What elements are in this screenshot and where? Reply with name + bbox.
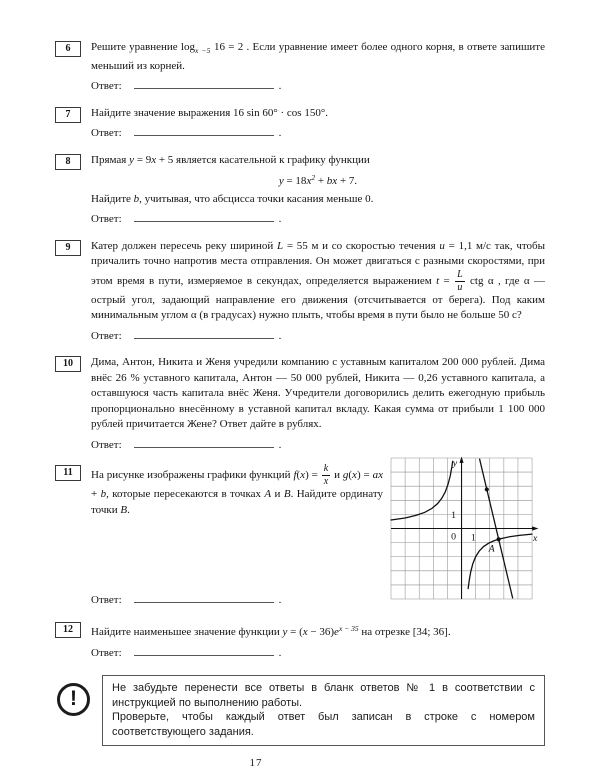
page-number: 17 xyxy=(249,757,263,769)
problem-11-text: На рисунке изображены графики функций f(x) = $\frac{k}{x}$ и g(x) = ax + b, которые пересекаются в точках A и B. Найдите ординату точки B. xyxy=(91,463,383,516)
problem-7-answer-line xyxy=(91,126,545,142)
answer-period: . xyxy=(278,438,282,451)
answer-blank xyxy=(134,646,274,656)
problem-8-text2: Найдите b, учитывая, что абсцисса точки касания меньше 0. xyxy=(91,192,374,205)
exclamation-icon: ! xyxy=(57,683,90,716)
answer-period: . xyxy=(278,127,282,139)
answer-blank xyxy=(134,79,274,89)
problem-9-text: Катер должен пересечь реку шириной L = 55 м и со скоростью течения u = 1,1 м/с так, чтобы причалить точно напротив места отправления. Он может двигаться с разными скоростями, при этом время в пути, измеряемое в секундах, определяется выражением t = $\frac{L}{u}$ ctg α , где α — острый угол, задающий направление его движения (отсчитывается от берега). Под каким минимальным углом α (в градусах) нужно плыть, чтобы время в пути было не больше 50 с? xyxy=(91,239,546,321)
answer-label: Ответ: xyxy=(91,329,122,342)
reminder-note-box xyxy=(102,675,545,746)
point-a-dot xyxy=(497,537,501,541)
y-tick-label: 1 xyxy=(451,510,457,522)
answer-period: . xyxy=(278,80,282,92)
answer-label: Ответ: xyxy=(91,646,122,659)
problem-7 xyxy=(55,106,545,142)
problem-8-formula: $y = 18x^2$ + bx + 7. xyxy=(278,173,358,187)
answer-label: Ответ: xyxy=(91,438,122,451)
problem-10-text: Дима, Антон, Никита и Женя учредили компанию с уставным капиталом 200 000 рублей. Дима внёс 26 % уставного капитала, Антон — 50 000 рублей, Никита — 0,26 уставного капитала, а оставшуюся часть капитала внёс Женя. Учредители договорились делить ежегодную прибыль пропорционально внесённому в уставной капитал вкладу. Какая сумма от прибыли 1 100 000 рублей причитается Жене? Ответ дайте в рублях. xyxy=(91,356,545,430)
answer-period: . xyxy=(278,646,282,659)
answer-period: . xyxy=(278,593,282,606)
x-tick-label: 1 xyxy=(470,532,476,544)
problem-10-answer-line xyxy=(91,438,545,454)
answer-blank xyxy=(134,593,274,603)
answer-label: Ответ: xyxy=(91,213,122,225)
problem-9-number: 9 xyxy=(55,240,81,256)
problem-8-text: Прямая y = 9x + 5 является касательной к графику функции xyxy=(91,153,370,166)
problem-7-text: Найдите значение выражения 16 sin 60° · cos 150°. xyxy=(91,106,328,119)
problem-12 xyxy=(55,621,545,661)
problem-11-answer-line xyxy=(91,593,383,609)
answer-blank xyxy=(134,329,274,339)
problem-6 xyxy=(55,40,545,95)
hyperbola-left-branch xyxy=(391,461,453,520)
axes xyxy=(391,461,534,599)
point-a-label: A xyxy=(488,543,495,555)
reminder-line-1: Не забудьте перенести все ответы в бланк ответов № 1 в соответствии с инструкцией по выполнению работы. xyxy=(112,682,535,709)
problem-8-answer-line xyxy=(91,212,545,228)
answer-label: Ответ: xyxy=(91,80,122,92)
problem-12-text: Найдите наименьшее значение функции $y = (x - 36)e^{x - 35}$ на отрезке [34; 36]. xyxy=(91,624,451,638)
problem-11 xyxy=(55,457,545,610)
answer-label: Ответ: xyxy=(91,593,122,606)
point-b-dot xyxy=(485,487,489,491)
answer-period: . xyxy=(278,213,282,225)
answer-blank xyxy=(134,126,274,136)
x-axis-label: x xyxy=(533,532,538,544)
answer-blank xyxy=(134,438,274,448)
problem-10-number: 10 xyxy=(55,356,81,372)
problem-11-number: 11 xyxy=(55,465,81,481)
problem-9-answer-line xyxy=(91,329,545,345)
problem-8-number: 8 xyxy=(55,154,81,170)
problem-8 xyxy=(55,153,545,228)
y-axis-label: y xyxy=(452,457,458,469)
problem-12-answer-line xyxy=(91,646,545,662)
hyperbola-right-branch xyxy=(468,534,532,588)
origin-label: 0 xyxy=(451,531,457,543)
problem-11-figure xyxy=(389,456,539,610)
answer-period: . xyxy=(278,329,282,342)
problem-9 xyxy=(55,239,545,345)
problem-7-number: 7 xyxy=(55,107,81,123)
answer-label: Ответ: xyxy=(91,127,122,139)
y-axis-arrow xyxy=(459,456,463,462)
x-axis-arrow xyxy=(532,526,538,530)
problem-6-text: Решите уравнение $\log_{x -5} 16 = 2$ . Если уравнение имеет более одного корня, в ответе запишите меньший из корней. xyxy=(91,41,545,72)
problem-6-number: 6 xyxy=(55,41,81,57)
reminder-line-2: Проверьте, чтобы каждый ответ был записан в строке с номером соответствующего задания. xyxy=(112,711,535,738)
problem-10 xyxy=(55,355,545,453)
answer-blank xyxy=(134,212,274,222)
function-graph xyxy=(389,456,539,602)
problem-12-number: 12 xyxy=(55,622,81,638)
problem-6-answer-line xyxy=(91,79,545,95)
reminder-note xyxy=(55,675,545,746)
